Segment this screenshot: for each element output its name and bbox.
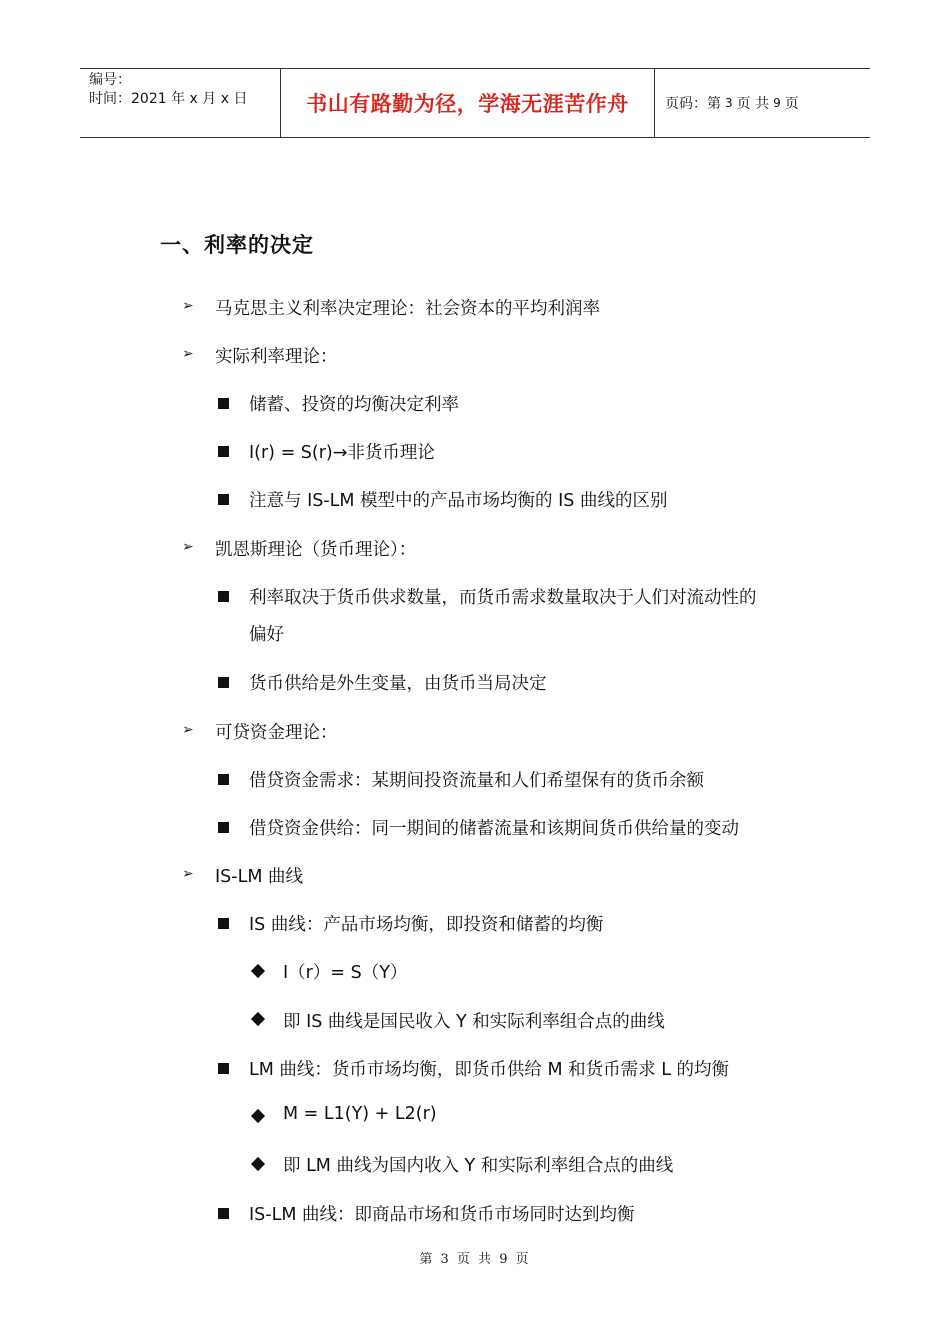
list-item: 马克思主义利率决定理论：社会资本的平均利润率 bbox=[215, 299, 600, 319]
list-item: 利率取决于货币供求数量，而货币需求数量取决于人们对流动性的 bbox=[249, 588, 757, 608]
list-item: 借贷资金需求：某期间投资流量和人们希望保有的货币余额 bbox=[249, 771, 704, 791]
header-motto-cell bbox=[281, 69, 655, 137]
list-item: I（r）= S（Y） bbox=[283, 963, 408, 983]
diamond-bullet-icon bbox=[251, 1109, 265, 1123]
list-item: 货币供给是外生变量，由货币当局决定 bbox=[249, 674, 547, 694]
square-bullet-icon bbox=[218, 1208, 229, 1219]
section-title: 一、利率的决定 bbox=[160, 233, 314, 257]
list-item: 即 LM 曲线为国内收入 Y 和实际利率组合点的曲线 bbox=[283, 1156, 674, 1176]
list-item: 储蓄、投资的均衡决定利率 bbox=[249, 395, 459, 415]
list-item: IS-LM 曲线 bbox=[215, 867, 303, 887]
list-item-continuation: 偏好 bbox=[249, 625, 284, 645]
page-footer: 第 3 页 共 9 页 bbox=[419, 1252, 531, 1267]
square-bullet-icon bbox=[218, 398, 229, 409]
square-bullet-icon bbox=[218, 774, 229, 785]
page-header bbox=[80, 68, 870, 138]
arrowhead-bullet-icon: ➢ bbox=[182, 722, 194, 738]
list-item: I(r) = S(r)→非货币理论 bbox=[249, 443, 435, 463]
list-item: LM 曲线：货币市场均衡，即货币供给 M 和货币需求 L 的均衡 bbox=[249, 1060, 730, 1080]
list-item: IS 曲线：产品市场均衡，即投资和储蓄的均衡 bbox=[249, 915, 604, 935]
header-motto: 书山有路勤为径，学海无涯苦作舟 bbox=[306, 91, 629, 116]
square-bullet-icon bbox=[218, 1063, 229, 1074]
doc-number-label: 编号： bbox=[89, 72, 131, 88]
square-bullet-icon bbox=[218, 446, 229, 457]
square-bullet-icon bbox=[218, 494, 229, 505]
list-item: M = L1(Y) + L2(r) bbox=[283, 1104, 437, 1124]
square-bullet-icon bbox=[218, 677, 229, 688]
diamond-bullet-icon bbox=[251, 964, 265, 978]
header-meta bbox=[80, 69, 281, 137]
page-current: 3 bbox=[725, 96, 733, 110]
page-label-mid: 页 共 bbox=[736, 96, 770, 112]
arrowhead-bullet-icon: ➢ bbox=[182, 866, 194, 882]
square-bullet-icon bbox=[218, 591, 229, 602]
list-item: 即 IS 曲线是国民收入 Y 和实际利率组合点的曲线 bbox=[283, 1012, 665, 1032]
arrowhead-bullet-icon: ➢ bbox=[182, 539, 194, 555]
doc-date-label: 时间：2021 年 x 月 x 日 bbox=[89, 91, 248, 107]
arrowhead-bullet-icon: ➢ bbox=[182, 298, 194, 314]
square-bullet-icon bbox=[218, 918, 229, 929]
list-item: 实际利率理论： bbox=[215, 347, 338, 367]
diamond-bullet-icon bbox=[251, 1157, 265, 1171]
square-bullet-icon bbox=[218, 822, 229, 833]
header-page-info bbox=[655, 69, 870, 137]
list-item: 借贷资金供给：同一期间的储蓄流量和该期间货币供给量的变动 bbox=[249, 819, 739, 839]
page-label-pre: 页码：第 bbox=[665, 96, 721, 112]
page-label-end: 页 bbox=[784, 96, 799, 112]
list-item: 注意与 IS-LM 模型中的产品市场均衡的 IS 曲线的区别 bbox=[249, 491, 668, 511]
page-total: 9 bbox=[773, 96, 781, 110]
list-item: 可贷资金理论： bbox=[215, 723, 338, 743]
list-item: IS-LM 曲线：即商品市场和货币市场同时达到均衡 bbox=[249, 1205, 635, 1225]
arrowhead-bullet-icon: ➢ bbox=[182, 346, 194, 362]
list-item: 凯恩斯理论（货币理论）： bbox=[215, 540, 417, 560]
diamond-bullet-icon bbox=[251, 1012, 265, 1026]
